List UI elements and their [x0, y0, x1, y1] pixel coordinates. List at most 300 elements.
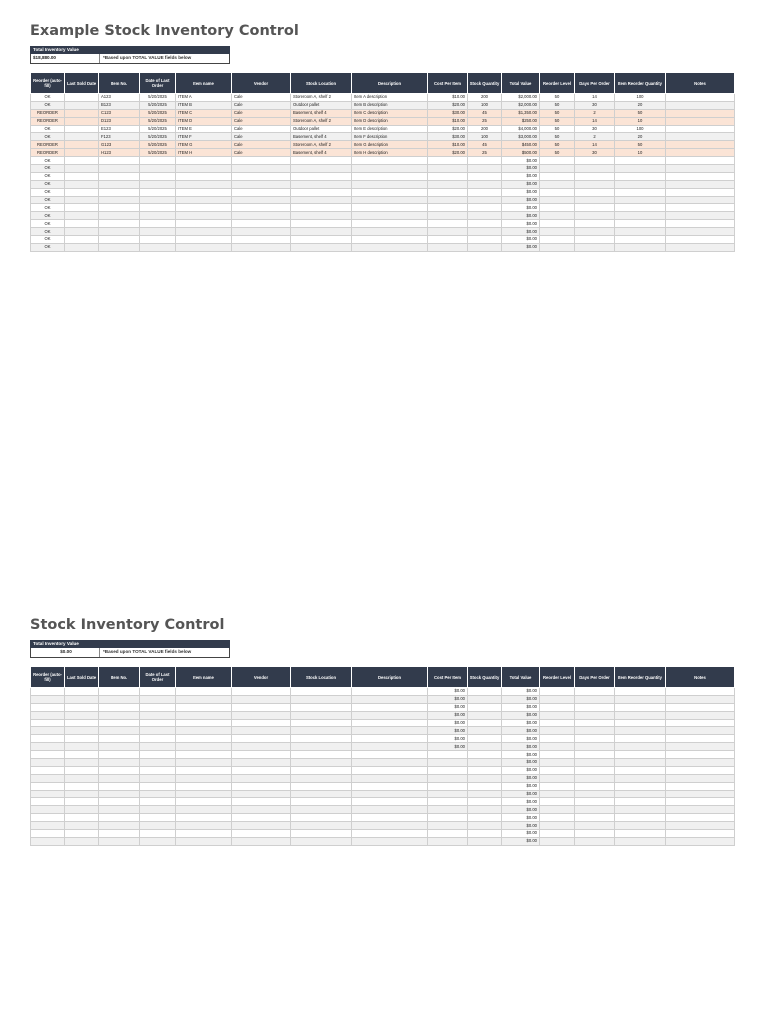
cell-item-reorder-quantity[interactable]	[615, 695, 666, 703]
column-header-reorder[interactable]: Reorder (auto-fill)	[31, 73, 65, 94]
cell-total-value[interactable]: $0.00	[502, 822, 540, 830]
cell-notes[interactable]	[666, 766, 735, 774]
cell-total-value[interactable]: $2,000.00	[502, 101, 540, 109]
cell-item-no[interactable]	[99, 837, 140, 845]
cell-total-value[interactable]: $0.00	[502, 766, 540, 774]
cell-date-of-last-order[interactable]	[140, 735, 176, 743]
total-inventory-value[interactable]: $18,880.00	[31, 54, 100, 63]
cell-date-of-last-order[interactable]	[140, 766, 176, 774]
cell-cost-per-item[interactable]: $30.00	[428, 133, 468, 141]
cell-date-of-last-order[interactable]	[140, 782, 176, 790]
cell-item-reorder-quantity[interactable]	[615, 243, 666, 251]
cell-reorder-level[interactable]	[540, 220, 575, 228]
cell-item-reorder-quantity[interactable]	[615, 703, 666, 711]
cell-stock-location[interactable]	[291, 774, 352, 782]
cell-reorder[interactable]	[31, 759, 65, 767]
cell-notes[interactable]	[666, 141, 735, 149]
cell-total-value[interactable]: $0.00	[502, 196, 540, 204]
cell-date-of-last-order[interactable]: 5/20/2025	[140, 101, 176, 109]
cell-vendor[interactable]	[232, 790, 291, 798]
cell-stock-quantity[interactable]	[468, 727, 502, 735]
cell-item-reorder-quantity[interactable]	[615, 228, 666, 236]
cell-stock-quantity[interactable]	[468, 212, 502, 220]
cell-item-no[interactable]	[99, 243, 140, 251]
cell-stock-location[interactable]	[291, 228, 352, 236]
cell-stock-quantity[interactable]	[468, 837, 502, 845]
cell-vendor[interactable]	[232, 743, 291, 751]
cell-stock-quantity[interactable]	[468, 798, 502, 806]
cell-stock-quantity[interactable]	[468, 735, 502, 743]
cell-description[interactable]	[352, 204, 428, 212]
cell-reorder-level[interactable]	[540, 806, 575, 814]
cell-vendor[interactable]	[232, 243, 291, 251]
cell-cost-per-item[interactable]: $0.00	[428, 703, 468, 711]
cell-cost-per-item[interactable]: $0.00	[428, 735, 468, 743]
cell-item-name[interactable]	[176, 822, 232, 830]
cell-total-value[interactable]: $0.00	[502, 798, 540, 806]
cell-vendor[interactable]	[232, 172, 291, 180]
cell-reorder-level[interactable]	[540, 727, 575, 735]
cell-item-name[interactable]	[176, 703, 232, 711]
cell-date-of-last-order[interactable]: 5/20/2025	[140, 109, 176, 117]
cell-item-no[interactable]	[99, 830, 140, 838]
cell-days-per-order[interactable]	[575, 196, 615, 204]
cell-item-name[interactable]	[176, 782, 232, 790]
cell-item-reorder-quantity[interactable]: 10	[615, 149, 666, 157]
cell-reorder[interactable]: OK	[31, 220, 65, 228]
cell-cost-per-item[interactable]: $20.00	[428, 125, 468, 133]
cell-item-name[interactable]	[176, 719, 232, 727]
cell-days-per-order[interactable]	[575, 165, 615, 173]
cell-item-reorder-quantity[interactable]	[615, 236, 666, 244]
cell-vendor[interactable]: Cale	[232, 141, 291, 149]
cell-date-of-last-order[interactable]	[140, 703, 176, 711]
cell-item-no[interactable]	[99, 196, 140, 204]
cell-item-reorder-quantity[interactable]	[615, 727, 666, 735]
cell-total-value[interactable]: $450.00	[502, 141, 540, 149]
cell-last-sold-date[interactable]	[65, 172, 99, 180]
column-header-description[interactable]: Description	[352, 73, 428, 94]
cell-notes[interactable]	[666, 790, 735, 798]
cell-reorder[interactable]: OK	[31, 204, 65, 212]
cell-reorder-level[interactable]	[540, 743, 575, 751]
cell-cost-per-item[interactable]	[428, 172, 468, 180]
cell-reorder[interactable]: OK	[31, 228, 65, 236]
cell-stock-quantity[interactable]	[468, 228, 502, 236]
cell-stock-quantity[interactable]	[468, 204, 502, 212]
cell-date-of-last-order[interactable]	[140, 180, 176, 188]
cell-total-value[interactable]: $1,350.00	[502, 109, 540, 117]
cell-total-value[interactable]: $0.00	[502, 782, 540, 790]
cell-notes[interactable]	[666, 814, 735, 822]
cell-stock-location[interactable]: Basement, shelf 4	[291, 109, 352, 117]
cell-cost-per-item[interactable]	[428, 220, 468, 228]
cell-days-per-order[interactable]: 14	[575, 94, 615, 102]
cell-reorder-level[interactable]	[540, 228, 575, 236]
cell-days-per-order[interactable]	[575, 188, 615, 196]
cell-notes[interactable]	[666, 109, 735, 117]
cell-total-value[interactable]: $0.00	[502, 774, 540, 782]
cell-vendor[interactable]	[232, 719, 291, 727]
cell-item-reorder-quantity[interactable]	[615, 204, 666, 212]
cell-stock-location[interactable]	[291, 743, 352, 751]
cell-total-value[interactable]: $4,000.00	[502, 125, 540, 133]
cell-description[interactable]	[352, 766, 428, 774]
cell-reorder-level[interactable]	[540, 766, 575, 774]
cell-reorder-level[interactable]	[540, 719, 575, 727]
cell-cost-per-item[interactable]: $20.00	[428, 101, 468, 109]
cell-reorder[interactable]: OK	[31, 133, 65, 141]
cell-last-sold-date[interactable]	[65, 149, 99, 157]
cell-stock-location[interactable]	[291, 165, 352, 173]
column-header-vendor[interactable]: Vendor	[232, 73, 291, 94]
cell-stock-quantity[interactable]	[468, 243, 502, 251]
cell-reorder-level[interactable]: 50	[540, 117, 575, 125]
cell-days-per-order[interactable]	[575, 774, 615, 782]
cell-notes[interactable]	[666, 220, 735, 228]
cell-date-of-last-order[interactable]: 5/20/2025	[140, 133, 176, 141]
cell-description[interactable]	[352, 727, 428, 735]
cell-reorder-level[interactable]	[540, 236, 575, 244]
cell-vendor[interactable]	[232, 204, 291, 212]
cell-days-per-order[interactable]: 30	[575, 101, 615, 109]
column-header-notes[interactable]: Notes	[666, 73, 735, 94]
cell-stock-location[interactable]	[291, 822, 352, 830]
cell-date-of-last-order[interactable]	[140, 236, 176, 244]
cell-item-name[interactable]	[176, 806, 232, 814]
cell-reorder[interactable]: OK	[31, 157, 65, 165]
cell-last-sold-date[interactable]	[65, 830, 99, 838]
cell-description[interactable]	[352, 711, 428, 719]
cell-stock-location[interactable]: Storeroom A, shelf 2	[291, 94, 352, 102]
cell-item-no[interactable]	[99, 212, 140, 220]
cell-days-per-order[interactable]	[575, 798, 615, 806]
cell-cost-per-item[interactable]: $0.00	[428, 695, 468, 703]
cell-notes[interactable]	[666, 743, 735, 751]
cell-cost-per-item[interactable]	[428, 766, 468, 774]
cell-days-per-order[interactable]	[575, 172, 615, 180]
cell-days-per-order[interactable]	[575, 236, 615, 244]
cell-total-value[interactable]: $0.00	[502, 751, 540, 759]
cell-vendor[interactable]	[232, 751, 291, 759]
cell-stock-location[interactable]	[291, 703, 352, 711]
cell-description[interactable]	[352, 165, 428, 173]
cell-description[interactable]	[352, 220, 428, 228]
cell-vendor[interactable]	[232, 798, 291, 806]
cell-vendor[interactable]	[232, 782, 291, 790]
cell-notes[interactable]	[666, 782, 735, 790]
cell-notes[interactable]	[666, 711, 735, 719]
cell-reorder[interactable]	[31, 806, 65, 814]
cell-days-per-order[interactable]	[575, 719, 615, 727]
cell-item-reorder-quantity[interactable]	[615, 798, 666, 806]
cell-notes[interactable]	[666, 125, 735, 133]
cell-cost-per-item[interactable]	[428, 782, 468, 790]
cell-stock-quantity[interactable]	[468, 759, 502, 767]
cell-stock-quantity[interactable]: 25	[468, 117, 502, 125]
cell-total-value[interactable]: $0.00	[502, 212, 540, 220]
column-header-reorder-level[interactable]: Reorder Level	[540, 667, 575, 688]
cell-cost-per-item[interactable]	[428, 822, 468, 830]
cell-reorder-level[interactable]	[540, 735, 575, 743]
cell-reorder[interactable]: OK	[31, 243, 65, 251]
cell-item-name[interactable]	[176, 711, 232, 719]
column-header-notes[interactable]: Notes	[666, 667, 735, 688]
column-header-item-name[interactable]: Item name	[176, 73, 232, 94]
cell-vendor[interactable]	[232, 157, 291, 165]
cell-vendor[interactable]	[232, 196, 291, 204]
cell-reorder[interactable]	[31, 837, 65, 845]
cell-item-name[interactable]	[176, 172, 232, 180]
cell-days-per-order[interactable]: 14	[575, 117, 615, 125]
cell-cost-per-item[interactable]: $0.00	[428, 743, 468, 751]
cell-days-per-order[interactable]	[575, 157, 615, 165]
cell-days-per-order[interactable]	[575, 822, 615, 830]
cell-stock-location[interactable]: Storeroom A, shelf 2	[291, 141, 352, 149]
cell-description[interactable]	[352, 719, 428, 727]
cell-description[interactable]	[352, 695, 428, 703]
cell-reorder-level[interactable]	[540, 695, 575, 703]
cell-description[interactable]: Item E description	[352, 125, 428, 133]
cell-date-of-last-order[interactable]	[140, 688, 176, 696]
cell-item-reorder-quantity[interactable]	[615, 212, 666, 220]
cell-vendor[interactable]	[232, 703, 291, 711]
cell-item-reorder-quantity[interactable]: 50	[615, 141, 666, 149]
cell-reorder[interactable]: OK	[31, 180, 65, 188]
cell-notes[interactable]	[666, 719, 735, 727]
cell-stock-location[interactable]	[291, 719, 352, 727]
cell-description[interactable]	[352, 157, 428, 165]
cell-days-per-order[interactable]	[575, 711, 615, 719]
column-header-item-no[interactable]: Item No.	[99, 73, 140, 94]
cell-reorder-level[interactable]	[540, 790, 575, 798]
cell-vendor[interactable]: Cale	[232, 149, 291, 157]
cell-date-of-last-order[interactable]: 5/20/2025	[140, 141, 176, 149]
cell-notes[interactable]	[666, 806, 735, 814]
cell-description[interactable]: Item A description	[352, 94, 428, 102]
cell-cost-per-item[interactable]	[428, 806, 468, 814]
cell-total-value[interactable]: $0.00	[502, 830, 540, 838]
cell-item-reorder-quantity[interactable]	[615, 196, 666, 204]
cell-item-no[interactable]	[99, 743, 140, 751]
cell-description[interactable]	[352, 243, 428, 251]
cell-date-of-last-order[interactable]: 5/20/2025	[140, 149, 176, 157]
cell-total-value[interactable]: $0.00	[502, 172, 540, 180]
cell-last-sold-date[interactable]	[65, 117, 99, 125]
cell-total-value[interactable]: $500.00	[502, 149, 540, 157]
cell-stock-location[interactable]: Basement, shelf 4	[291, 133, 352, 141]
cell-reorder[interactable]	[31, 735, 65, 743]
cell-item-name[interactable]: ITEM D	[176, 117, 232, 125]
cell-item-reorder-quantity[interactable]	[615, 790, 666, 798]
cell-vendor[interactable]	[232, 837, 291, 845]
cell-reorder[interactable]	[31, 711, 65, 719]
cell-item-name[interactable]	[176, 688, 232, 696]
cell-total-value[interactable]: $3,000.00	[502, 133, 540, 141]
cell-item-name[interactable]	[176, 774, 232, 782]
cell-item-reorder-quantity[interactable]	[615, 822, 666, 830]
cell-date-of-last-order[interactable]	[140, 822, 176, 830]
cell-cost-per-item[interactable]: $10.00	[428, 117, 468, 125]
cell-description[interactable]	[352, 228, 428, 236]
cell-reorder[interactable]	[31, 798, 65, 806]
cell-last-sold-date[interactable]	[65, 814, 99, 822]
cell-total-value[interactable]: $0.00	[502, 837, 540, 845]
cell-date-of-last-order[interactable]	[140, 814, 176, 822]
cell-cost-per-item[interactable]: $20.00	[428, 149, 468, 157]
column-header-date-of-last-order[interactable]: Date of Last Order	[140, 667, 176, 688]
cell-notes[interactable]	[666, 837, 735, 845]
cell-cost-per-item[interactable]	[428, 196, 468, 204]
cell-reorder-level[interactable]	[540, 157, 575, 165]
cell-total-value[interactable]: $0.00	[502, 165, 540, 173]
cell-notes[interactable]	[666, 101, 735, 109]
cell-vendor[interactable]	[232, 188, 291, 196]
cell-item-no[interactable]	[99, 727, 140, 735]
cell-description[interactable]: Item C description	[352, 109, 428, 117]
cell-item-no[interactable]	[99, 220, 140, 228]
cell-last-sold-date[interactable]	[65, 790, 99, 798]
cell-days-per-order[interactable]	[575, 688, 615, 696]
cell-stock-quantity[interactable]	[468, 688, 502, 696]
cell-reorder-level[interactable]: 50	[540, 101, 575, 109]
cell-reorder[interactable]	[31, 703, 65, 711]
cell-vendor[interactable]	[232, 806, 291, 814]
cell-vendor[interactable]: Cale	[232, 117, 291, 125]
cell-cost-per-item[interactable]	[428, 830, 468, 838]
cell-item-name[interactable]	[176, 759, 232, 767]
cell-description[interactable]	[352, 822, 428, 830]
cell-date-of-last-order[interactable]	[140, 204, 176, 212]
column-header-stock-quantity[interactable]: Stock Quantity	[468, 667, 502, 688]
cell-days-per-order[interactable]	[575, 806, 615, 814]
cell-notes[interactable]	[666, 196, 735, 204]
cell-item-name[interactable]	[176, 790, 232, 798]
cell-reorder-level[interactable]	[540, 782, 575, 790]
cell-reorder-level[interactable]	[540, 688, 575, 696]
cell-last-sold-date[interactable]	[65, 133, 99, 141]
cell-stock-location[interactable]	[291, 766, 352, 774]
cell-total-value[interactable]: $0.00	[502, 204, 540, 212]
cell-total-value[interactable]: $0.00	[502, 814, 540, 822]
cell-item-no[interactable]	[99, 806, 140, 814]
cell-reorder-level[interactable]	[540, 822, 575, 830]
cell-reorder[interactable]: REORDER	[31, 141, 65, 149]
cell-reorder[interactable]	[31, 774, 65, 782]
cell-reorder[interactable]: OK	[31, 125, 65, 133]
cell-last-sold-date[interactable]	[65, 188, 99, 196]
cell-vendor[interactable]: Cale	[232, 133, 291, 141]
cell-cost-per-item[interactable]	[428, 774, 468, 782]
cell-reorder[interactable]	[31, 743, 65, 751]
cell-stock-quantity[interactable]	[468, 703, 502, 711]
cell-item-reorder-quantity[interactable]	[615, 766, 666, 774]
cell-stock-location[interactable]	[291, 196, 352, 204]
cell-reorder[interactable]: REORDER	[31, 117, 65, 125]
cell-stock-quantity[interactable]	[468, 782, 502, 790]
cell-days-per-order[interactable]: 2	[575, 133, 615, 141]
cell-last-sold-date[interactable]	[65, 228, 99, 236]
cell-date-of-last-order[interactable]: 5/20/2025	[140, 117, 176, 125]
cell-item-name[interactable]: ITEM G	[176, 141, 232, 149]
cell-last-sold-date[interactable]	[65, 727, 99, 735]
cell-cost-per-item[interactable]: $0.00	[428, 727, 468, 735]
cell-days-per-order[interactable]	[575, 837, 615, 845]
cell-item-name[interactable]	[176, 165, 232, 173]
column-header-total-value[interactable]: Total Value	[502, 667, 540, 688]
cell-reorder-level[interactable]	[540, 830, 575, 838]
cell-item-no[interactable]	[99, 759, 140, 767]
cell-notes[interactable]	[666, 188, 735, 196]
cell-description[interactable]: Item D description	[352, 117, 428, 125]
cell-notes[interactable]	[666, 822, 735, 830]
total-inventory-value[interactable]: $0.00	[31, 648, 100, 657]
cell-date-of-last-order[interactable]	[140, 751, 176, 759]
cell-stock-quantity[interactable]: 25	[468, 149, 502, 157]
cell-stock-quantity[interactable]	[468, 165, 502, 173]
cell-reorder-level[interactable]	[540, 751, 575, 759]
cell-vendor[interactable]	[232, 220, 291, 228]
cell-stock-quantity[interactable]: 200	[468, 94, 502, 102]
cell-item-no[interactable]	[99, 798, 140, 806]
cell-reorder-level[interactable]	[540, 188, 575, 196]
cell-cost-per-item[interactable]	[428, 236, 468, 244]
cell-last-sold-date[interactable]	[65, 759, 99, 767]
cell-stock-quantity[interactable]	[468, 220, 502, 228]
cell-reorder-level[interactable]	[540, 196, 575, 204]
cell-item-no[interactable]: G123	[99, 141, 140, 149]
cell-reorder-level[interactable]	[540, 165, 575, 173]
cell-stock-location[interactable]	[291, 814, 352, 822]
cell-stock-location[interactable]	[291, 204, 352, 212]
cell-total-value[interactable]: $0.00	[502, 688, 540, 696]
cell-item-no[interactable]	[99, 790, 140, 798]
cell-stock-quantity[interactable]	[468, 743, 502, 751]
cell-days-per-order[interactable]	[575, 790, 615, 798]
cell-vendor[interactable]: Cale	[232, 125, 291, 133]
cell-cost-per-item[interactable]	[428, 204, 468, 212]
column-header-stock-quantity[interactable]: Stock Quantity	[468, 73, 502, 94]
cell-cost-per-item[interactable]: $10.00	[428, 141, 468, 149]
cell-notes[interactable]	[666, 117, 735, 125]
cell-item-no[interactable]: C123	[99, 109, 140, 117]
cell-item-no[interactable]	[99, 735, 140, 743]
cell-reorder[interactable]: OK	[31, 188, 65, 196]
cell-last-sold-date[interactable]	[65, 703, 99, 711]
cell-days-per-order[interactable]	[575, 228, 615, 236]
cell-cost-per-item[interactable]: $30.00	[428, 109, 468, 117]
cell-stock-location[interactable]	[291, 782, 352, 790]
cell-total-value[interactable]: $0.00	[502, 711, 540, 719]
cell-vendor[interactable]: Cale	[232, 109, 291, 117]
cell-item-no[interactable]	[99, 719, 140, 727]
cell-cost-per-item[interactable]: $0.00	[428, 711, 468, 719]
cell-date-of-last-order[interactable]	[140, 165, 176, 173]
cell-reorder[interactable]: REORDER	[31, 149, 65, 157]
cell-date-of-last-order[interactable]	[140, 243, 176, 251]
column-header-vendor[interactable]: Vendor	[232, 667, 291, 688]
cell-cost-per-item[interactable]	[428, 157, 468, 165]
cell-notes[interactable]	[666, 228, 735, 236]
cell-description[interactable]	[352, 751, 428, 759]
cell-reorder[interactable]	[31, 766, 65, 774]
cell-reorder[interactable]	[31, 814, 65, 822]
cell-notes[interactable]	[666, 94, 735, 102]
cell-last-sold-date[interactable]	[65, 695, 99, 703]
cell-notes[interactable]	[666, 688, 735, 696]
cell-description[interactable]	[352, 830, 428, 838]
cell-last-sold-date[interactable]	[65, 782, 99, 790]
